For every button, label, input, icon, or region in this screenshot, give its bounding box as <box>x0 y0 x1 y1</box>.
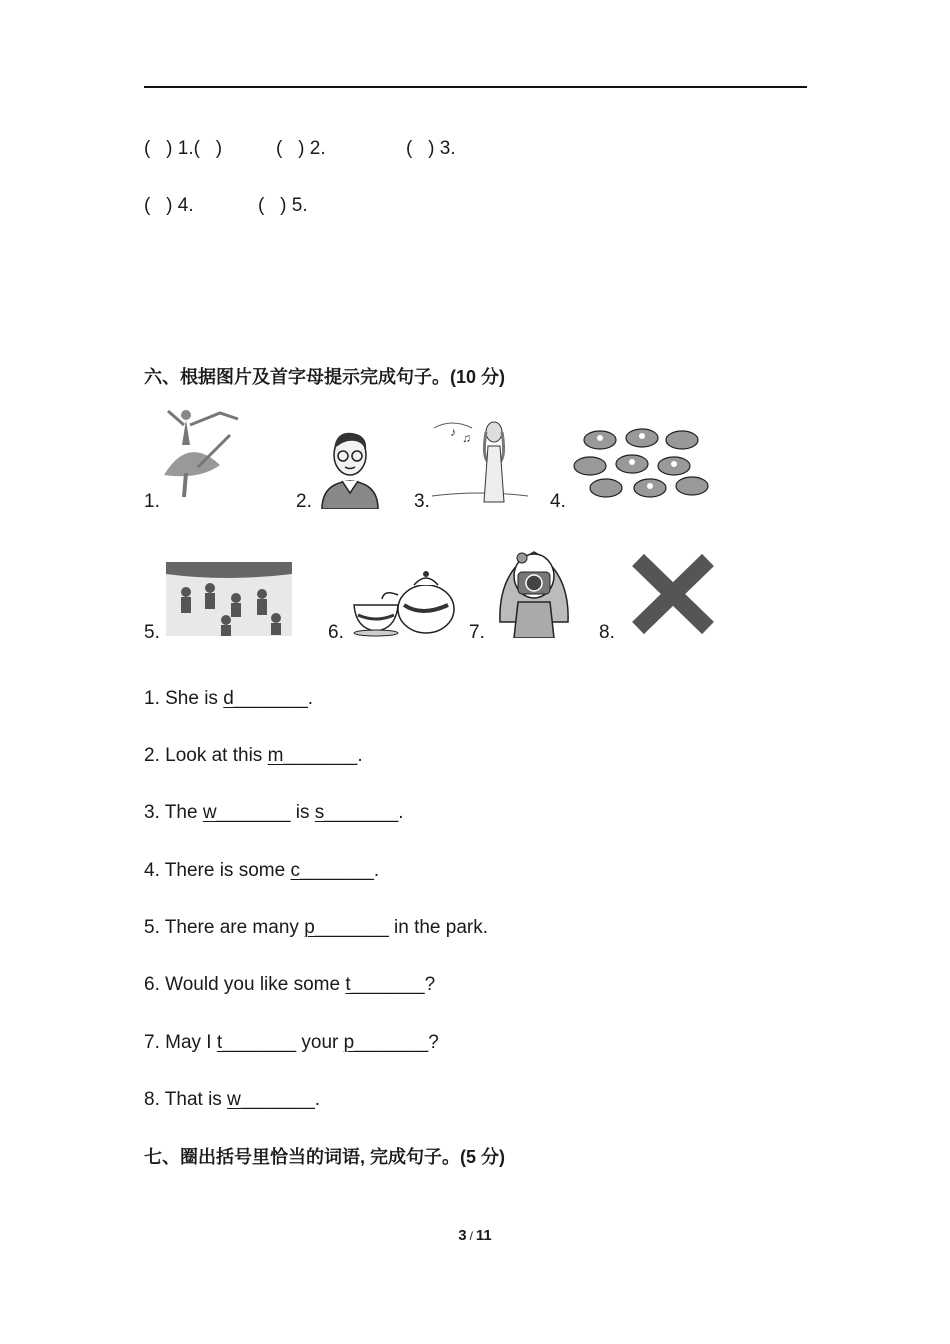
svg-text:♪: ♪ <box>450 425 456 439</box>
pic-number-5: 5. <box>144 622 160 643</box>
svg-text:♫: ♫ <box>462 431 471 445</box>
ballet-dancer-picture <box>160 405 242 505</box>
tea-set-picture <box>352 565 458 637</box>
answer-2: ( ) 2. <box>276 138 326 159</box>
candies-picture <box>570 422 714 504</box>
pic-number-8: 8. <box>599 622 615 643</box>
sentence-8: 8. That is w_______. <box>144 1089 321 1110</box>
sentence-7: 7. May I t_______ your p_______? <box>144 1032 439 1053</box>
sentence-3: 3. The w_______ is s_______. <box>144 802 404 823</box>
header-rule <box>144 86 807 88</box>
section-7-title: 七、圈出括号里恰当的词语, 完成句子。(5 分) <box>144 1147 505 1167</box>
sentence-4: 4. There is some c_______. <box>144 860 380 881</box>
singing-girl-picture <box>432 416 528 508</box>
pic-number-1: 1. <box>144 491 160 512</box>
answer-3: ( ) 3. <box>406 138 456 159</box>
pic-number-4: 4. <box>550 491 566 512</box>
pic-number-6: 6. <box>328 622 344 643</box>
man-picture <box>318 427 382 509</box>
cross-mark-picture <box>628 550 718 638</box>
pic-number-7: 7. <box>469 622 485 643</box>
answer-1: ( ) 1.( ) <box>144 138 223 159</box>
section-6-title: 六、根据图片及首字母提示完成句子。(10 分) <box>144 367 506 387</box>
sentence-2: 2. Look at this m_______. <box>144 745 363 766</box>
sentence-6: 6. Would you like some t_______? <box>144 974 436 995</box>
sentence-1: 1. She is d_______. <box>144 688 314 709</box>
pic-number-2: 2. <box>296 491 312 512</box>
answer-5: ( ) 5. <box>258 195 308 216</box>
pic-number-3: 3. <box>414 491 430 512</box>
answer-4: ( ) 4. <box>144 195 194 216</box>
sentence-5: 5. There are many p_______ in the park. <box>144 917 489 938</box>
girl-with-camera-picture <box>492 542 576 638</box>
page-number: 3 / 11 <box>458 1227 492 1244</box>
people-in-park-picture <box>166 562 292 636</box>
